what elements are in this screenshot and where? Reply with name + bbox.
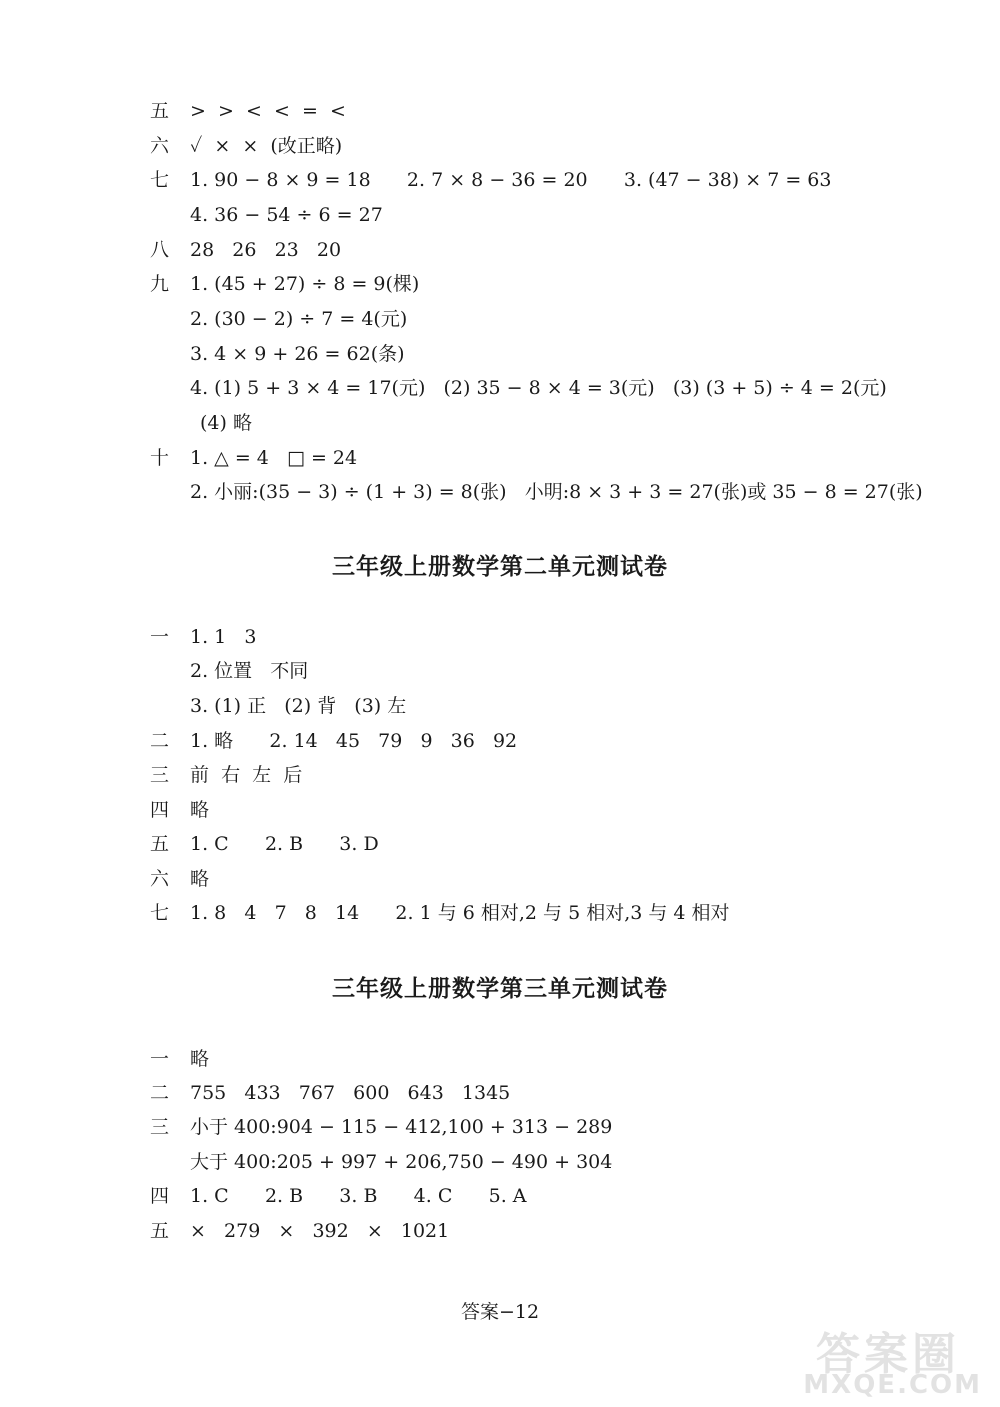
- question-number: 十: [150, 447, 170, 469]
- question-number: 三: [150, 1116, 170, 1138]
- answer-line: 1. △ = 4 □ = 24: [190, 447, 358, 469]
- answer-line: 2. 位置 不同: [190, 660, 309, 682]
- question-number: 一: [150, 626, 170, 648]
- question-number: 九: [150, 273, 170, 295]
- answer-line: 2. 小丽:(35 − 3) ÷ (1 + 3) = 8(张) 小明:8 × 3 + 3 = 27(张)或 35 − 8 = 27(张): [190, 481, 923, 503]
- answer-line: 4. (1) 5 + 3 × 4 = 17(元) (2) 35 − 8 × 4 = 3(元) (3) (3 + 5) ÷ 4 = 2(元): [190, 377, 887, 399]
- question-number: 四: [150, 799, 170, 821]
- answer-line: 755 433 767 600 643 1345: [190, 1082, 511, 1104]
- answer-line: 略: [190, 799, 210, 821]
- answer-line: > > < < = <: [190, 100, 346, 122]
- answer-line: 略: [190, 868, 210, 890]
- answer-line: 3. 4 × 9 + 26 = 62(条): [190, 343, 405, 365]
- answer-line: × 279 × 392 × 1021: [190, 1220, 450, 1242]
- question-number: 五: [150, 1220, 170, 1242]
- question-number: 二: [150, 1082, 170, 1104]
- answer-line: 1. 略 2. 14 45 79 9 36 92: [190, 730, 518, 752]
- section-title: 三年级上册数学第三单元测试卷: [332, 976, 668, 1002]
- answer-line: 1. 8 4 7 8 14 2. 1 与 6 相对,2 与 5 相对,3 与 4 相对: [190, 902, 730, 924]
- answer-line: ✓ × × (改正略): [190, 135, 343, 157]
- question-number: 七: [150, 169, 170, 191]
- answer-line: 1. C 2. B 3. B 4. C 5. A: [190, 1185, 527, 1207]
- answer-line: 1. C 2. B 3. D: [190, 833, 379, 855]
- question-number: 五: [150, 833, 170, 855]
- watermark-logo-text: 答案圈: [816, 1329, 960, 1380]
- answer-line: (4) 略: [200, 412, 252, 434]
- answer-line: 小于 400:904 − 115 − 412,100 + 313 − 289: [190, 1116, 613, 1138]
- answer-line: 1. (45 + 27) ÷ 8 = 9(棵): [190, 273, 420, 295]
- question-number: 三: [150, 764, 170, 786]
- watermark-logo: [752, 1318, 982, 1402]
- page-number: 答案−12: [460, 1301, 540, 1323]
- question-number: 四: [150, 1185, 170, 1207]
- watermark-site-text: MXQE.COM: [803, 1370, 982, 1400]
- answer-line: 4. 36 − 54 ÷ 6 = 27: [190, 204, 383, 226]
- answer-line: 略: [190, 1048, 210, 1070]
- answer-line: 1. 90 − 8 × 9 = 18 2. 7 × 8 − 36 = 20 3. (47 − 38) × 7 = 63: [190, 169, 832, 191]
- question-number: 六: [150, 135, 170, 157]
- answer-line: 1. 1 3: [190, 626, 257, 648]
- answer-line: 大于 400:205 + 997 + 206,750 − 490 + 304: [190, 1151, 613, 1173]
- question-number: 二: [150, 730, 170, 752]
- answer-line: 前 右 左 后: [190, 764, 303, 786]
- answer-line: 28 26 23 20: [190, 239, 342, 261]
- section-title: 三年级上册数学第二单元测试卷: [332, 554, 668, 580]
- question-number: 八: [150, 239, 170, 261]
- answer-line: 2. (30 − 2) ÷ 7 = 4(元): [190, 308, 408, 330]
- question-number: 七: [150, 902, 170, 924]
- question-number: 六: [150, 868, 170, 890]
- answer-line: 3. (1) 正 (2) 背 (3) 左: [190, 695, 407, 717]
- question-number: 五: [150, 100, 170, 122]
- question-number: 一: [150, 1048, 170, 1070]
